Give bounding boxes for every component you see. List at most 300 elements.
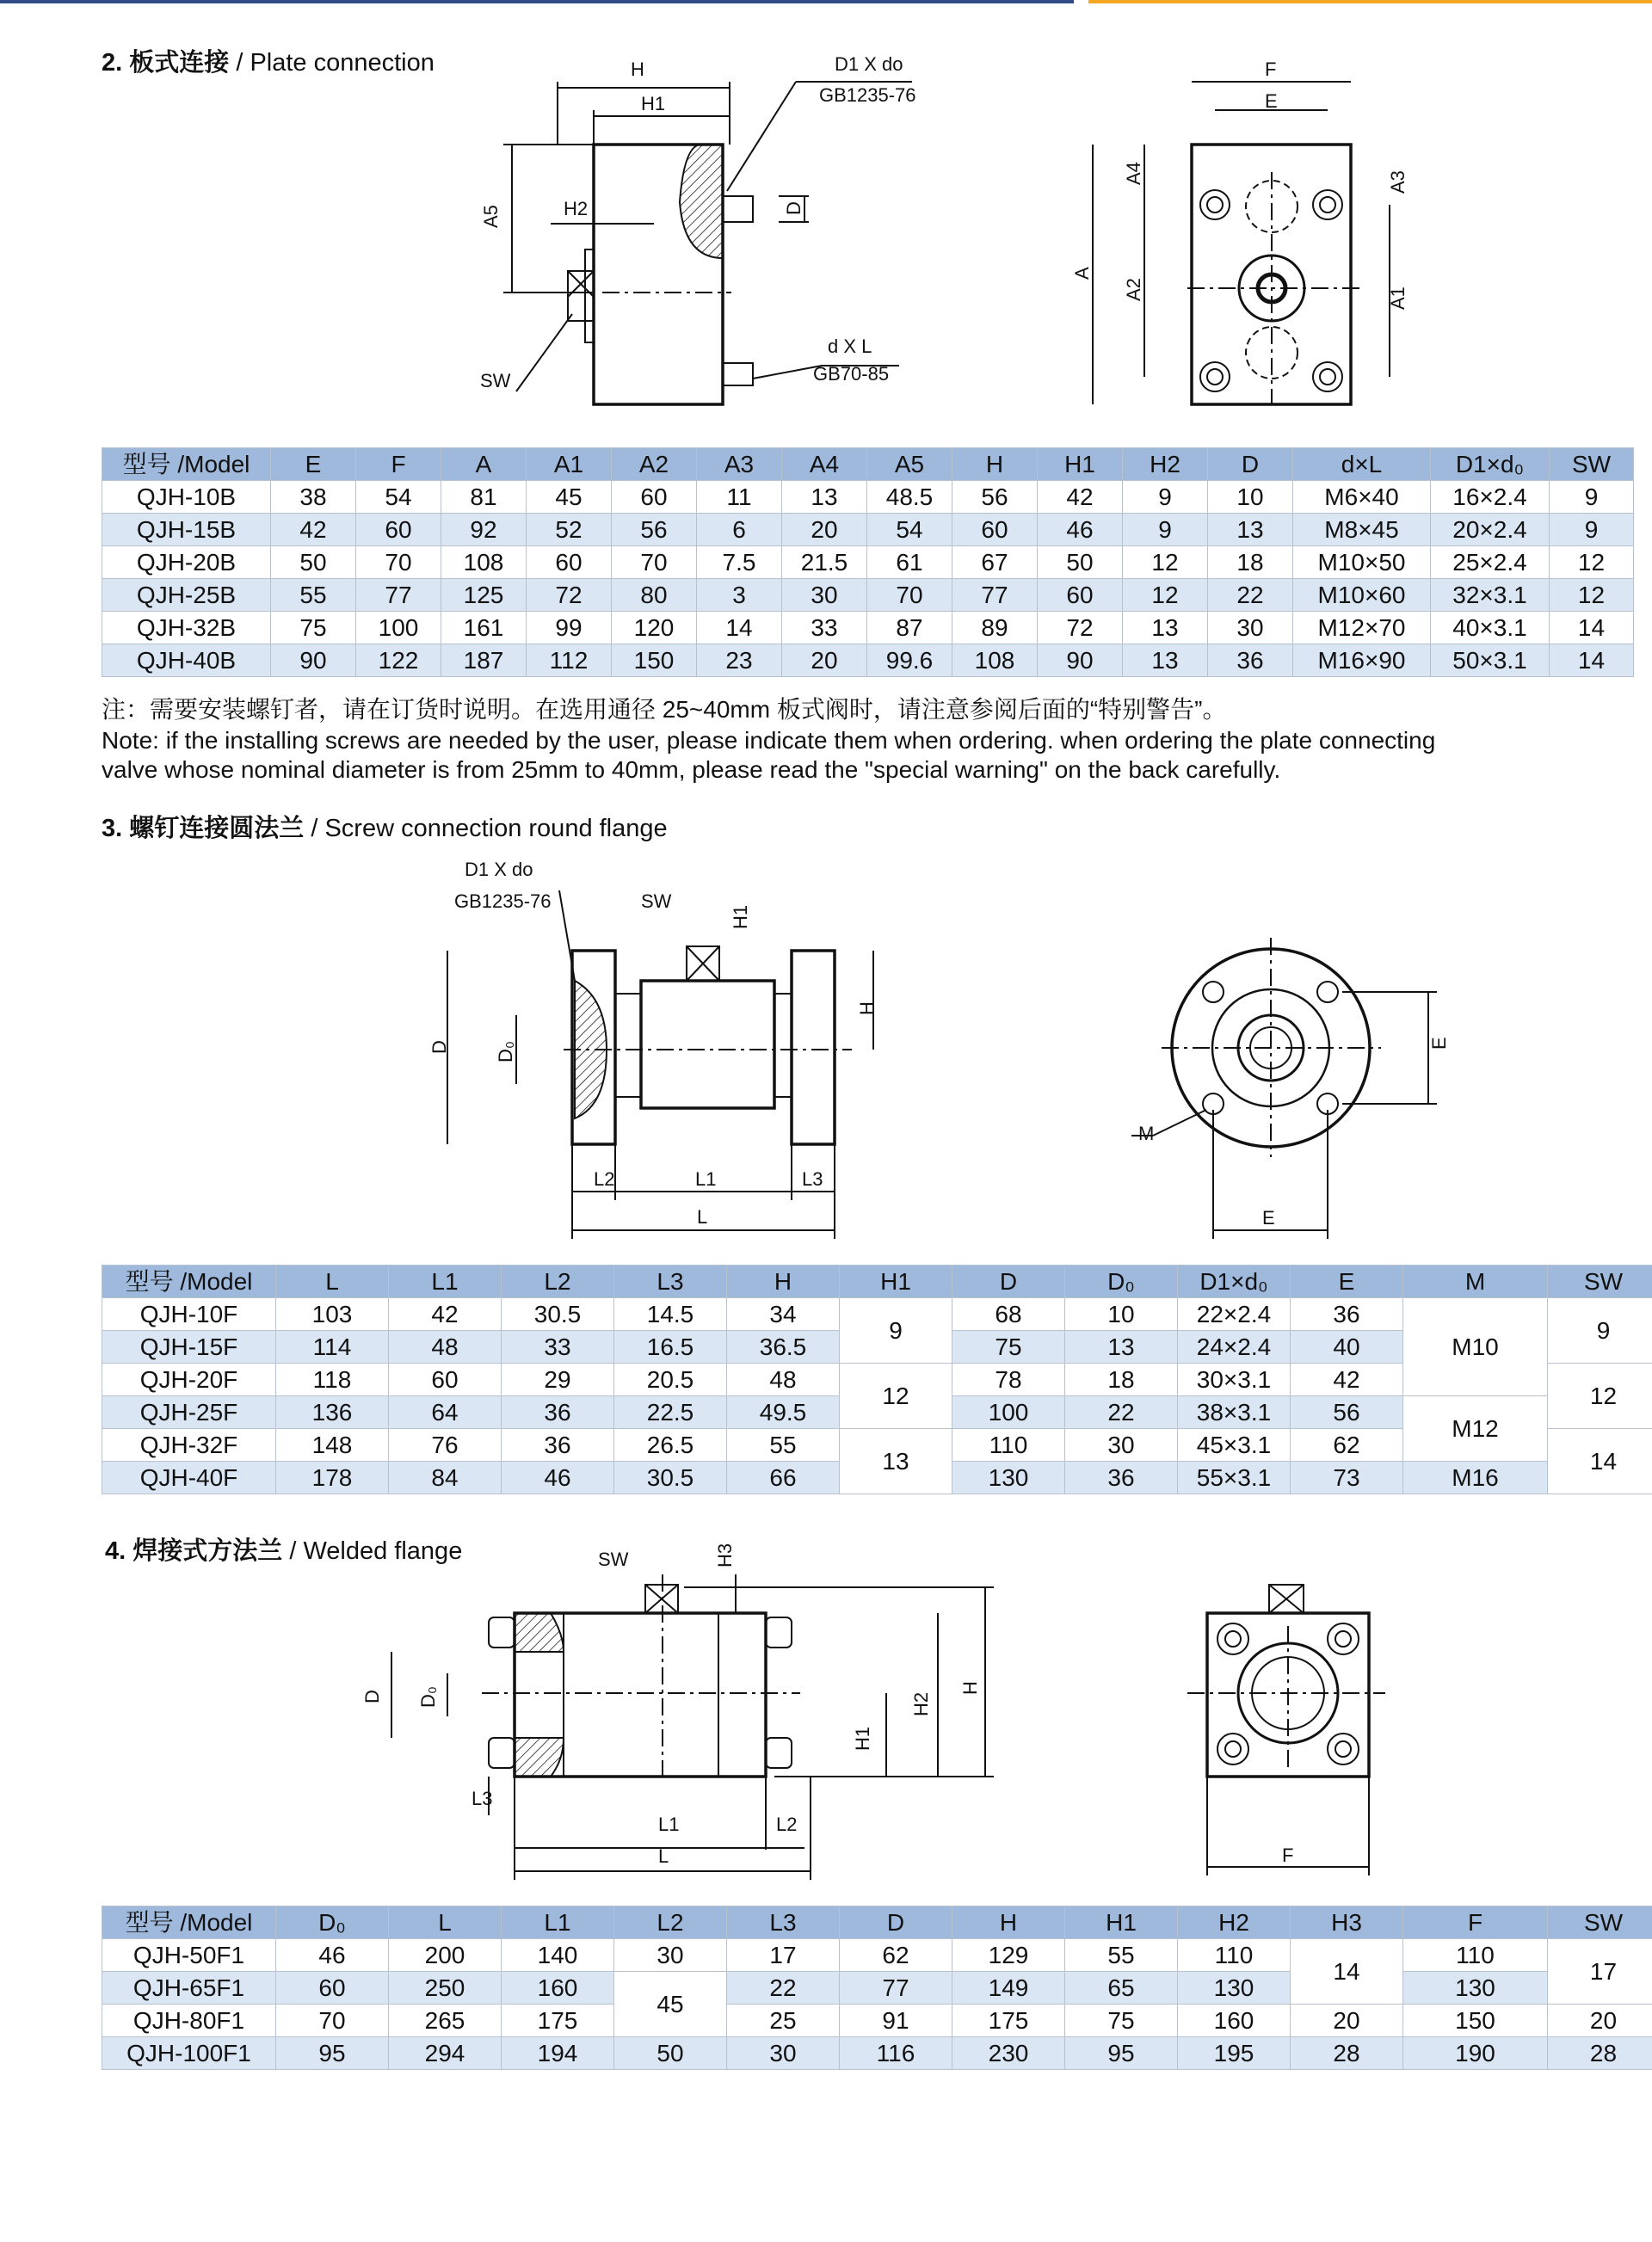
header-cell: H3 — [1291, 1906, 1403, 1939]
value-cell: 56 — [612, 514, 697, 546]
value-cell: 45×3.1 — [1178, 1429, 1291, 1462]
value-cell: 65 — [1065, 1972, 1178, 2005]
value-cell: 118 — [276, 1364, 389, 1396]
welded-flange-front-view — [361, 1543, 994, 1880]
header-cell: SW — [1548, 1266, 1652, 1298]
header-cell: D1×d₀ — [1178, 1266, 1291, 1298]
welded-flange-table — [102, 1906, 1652, 2070]
table-row — [102, 612, 1634, 644]
svg-text:GB1235-76: GB1235-76 — [454, 890, 552, 912]
value-cell: 175 — [952, 2005, 1065, 2037]
value-cell: 50×3.1 — [1431, 644, 1550, 677]
model-cell: QJH-20B — [102, 546, 271, 579]
header-cell: L1 — [502, 1906, 614, 1939]
value-cell: 30 — [727, 2037, 840, 2070]
value-cell: 122 — [356, 644, 441, 677]
value-cell: 60 — [389, 1364, 502, 1396]
svg-text:E: E — [1428, 1037, 1450, 1050]
value-cell: 46 — [276, 1939, 389, 1972]
header-cell: L3 — [727, 1906, 840, 1939]
value-cell: 73 — [1291, 1462, 1403, 1494]
value-cell: 108 — [441, 546, 527, 579]
value-cell: 17 — [727, 1939, 840, 1972]
value-cell: 99.6 — [867, 644, 952, 677]
value-cell: 195 — [1178, 2037, 1291, 2070]
model-cell: QJH-10B — [102, 481, 271, 514]
value-cell: 100 — [356, 612, 441, 644]
header-cell: D₀ — [1065, 1266, 1178, 1298]
value-cell: 12 — [1123, 579, 1208, 612]
header-cell: L1 — [389, 1266, 502, 1298]
model-cell: QJH-15B — [102, 514, 271, 546]
value-cell: 13 — [1123, 644, 1208, 677]
value-cell: 26.5 — [614, 1429, 727, 1462]
value-cell: 76 — [389, 1429, 502, 1462]
svg-text:SW: SW — [598, 1549, 629, 1570]
value-cell: 294 — [389, 2037, 502, 2070]
value-cell: 148 — [276, 1429, 389, 1462]
svg-text:D₀: D₀ — [495, 1040, 516, 1062]
value-cell: 72 — [1038, 612, 1123, 644]
header-cell: D — [840, 1906, 952, 1939]
value-cell: 14 — [1550, 612, 1634, 644]
value-cell: 89 — [952, 612, 1038, 644]
value-cell: 70 — [276, 2005, 389, 2037]
value-cell: 10 — [1208, 481, 1293, 514]
value-cell: 95 — [1065, 2037, 1178, 2070]
value-cell: 77 — [952, 579, 1038, 612]
value-cell: 48 — [389, 1331, 502, 1364]
value-cell: 149 — [952, 1972, 1065, 2005]
value-cell: 160 — [502, 1972, 614, 2005]
table-header-row — [102, 1266, 1652, 1298]
value-cell: 150 — [1403, 2005, 1548, 2037]
value-cell: 40×3.1 — [1431, 612, 1550, 644]
value-cell: 129 — [952, 1939, 1065, 1972]
value-cell: 36 — [1065, 1462, 1178, 1494]
header-cell: H — [952, 1906, 1065, 1939]
plate-front-view — [480, 53, 916, 404]
model-cell: QJH-32F — [102, 1429, 276, 1462]
value-cell: 100 — [952, 1396, 1065, 1429]
value-cell: 70 — [867, 579, 952, 612]
value-cell: 13 — [1208, 514, 1293, 546]
value-cell: 194 — [502, 2037, 614, 2070]
value-cell: 40 — [1291, 1331, 1403, 1364]
value-cell: 130 — [1178, 1972, 1291, 2005]
svg-text:E: E — [1265, 90, 1278, 112]
value-cell: 22 — [1065, 1396, 1178, 1429]
value-cell: 66 — [727, 1462, 840, 1494]
model-cell: QJH-65F1 — [102, 1972, 276, 2005]
value-cell: M10×60 — [1293, 579, 1431, 612]
value-cell: 30 — [1208, 612, 1293, 644]
value-cell: 12 — [840, 1364, 952, 1429]
svg-text:D: D — [361, 1690, 383, 1703]
value-cell: 24×2.4 — [1178, 1331, 1291, 1364]
value-cell: 110 — [1178, 1939, 1291, 1972]
header-cell: E — [1291, 1266, 1403, 1298]
value-cell: 200 — [389, 1939, 502, 1972]
value-cell: 55 — [1065, 1939, 1178, 1972]
value-cell: 112 — [527, 644, 612, 677]
svg-text:D1 X do: D1 X do — [465, 859, 533, 880]
value-cell: 16.5 — [614, 1331, 727, 1364]
value-cell: 21.5 — [782, 546, 867, 579]
header-cell: H — [952, 448, 1038, 481]
value-cell: 77 — [356, 579, 441, 612]
header-cell: d×L — [1293, 448, 1431, 481]
svg-text:H: H — [631, 59, 644, 80]
svg-text:H: H — [959, 1681, 981, 1695]
value-cell: 95 — [276, 2037, 389, 2070]
svg-text:L2: L2 — [776, 1814, 798, 1835]
svg-text:H1: H1 — [852, 1726, 873, 1751]
value-cell: 52 — [527, 514, 612, 546]
value-cell: 62 — [840, 1939, 952, 1972]
header-cell: 型号 /Model — [102, 1266, 276, 1298]
header-cell: L — [276, 1266, 389, 1298]
value-cell: 120 — [612, 612, 697, 644]
model-cell: QJH-15F — [102, 1331, 276, 1364]
header-cell: A4 — [782, 448, 867, 481]
value-cell: 14 — [1291, 1939, 1403, 2005]
svg-text:D1 X do: D1 X do — [835, 53, 903, 75]
value-cell: 22.5 — [614, 1396, 727, 1429]
header-cell: D — [1208, 448, 1293, 481]
model-cell: QJH-80F1 — [102, 2005, 276, 2037]
value-cell: 99 — [527, 612, 612, 644]
value-cell: 103 — [276, 1298, 389, 1331]
value-cell: 178 — [276, 1462, 389, 1494]
value-cell: 18 — [1065, 1364, 1178, 1396]
value-cell: 17 — [1548, 1939, 1652, 2005]
svg-text:D₀: D₀ — [417, 1685, 439, 1708]
value-cell: 30 — [1065, 1429, 1178, 1462]
header-cell: A1 — [527, 448, 612, 481]
value-cell: 6 — [697, 514, 782, 546]
value-cell: 161 — [441, 612, 527, 644]
value-cell: 36 — [1291, 1298, 1403, 1331]
value-cell: 187 — [441, 644, 527, 677]
value-cell: M16×90 — [1293, 644, 1431, 677]
value-cell: 38×3.1 — [1178, 1396, 1291, 1429]
value-cell: 25 — [727, 2005, 840, 2037]
value-cell: 190 — [1403, 2037, 1548, 2070]
value-cell: 13 — [1123, 612, 1208, 644]
value-cell: 12 — [1548, 1364, 1652, 1429]
svg-text:H1: H1 — [730, 904, 751, 929]
table-header-row — [102, 448, 1634, 481]
model-cell: QJH-25B — [102, 579, 271, 612]
value-cell: 50 — [1038, 546, 1123, 579]
value-cell: 67 — [952, 546, 1038, 579]
value-cell: 33 — [502, 1331, 614, 1364]
model-cell: QJH-50F1 — [102, 1939, 276, 1972]
table-row — [102, 2037, 1652, 2070]
value-cell: M6×40 — [1293, 481, 1431, 514]
note-cn: 注：需要安装螺钉者，请在订货时说明。在选用通径 25~40mm 板式阀时，请注意参阅后面的“特别警告”。 — [102, 696, 1227, 723]
svg-text:GB70-85: GB70-85 — [813, 363, 890, 385]
header-cell: D — [952, 1266, 1065, 1298]
value-cell: 55 — [727, 1429, 840, 1462]
value-cell: 116 — [840, 2037, 952, 2070]
header-cell: D₀ — [276, 1906, 389, 1939]
value-cell: 22 — [1208, 579, 1293, 612]
svg-text:H2: H2 — [910, 1691, 932, 1716]
value-cell: 140 — [502, 1939, 614, 1972]
svg-text:A5: A5 — [480, 205, 502, 228]
round-flange-side-view — [1131, 938, 1450, 1239]
value-cell: 70 — [612, 546, 697, 579]
header-cell: A2 — [612, 448, 697, 481]
svg-text:L3: L3 — [472, 1788, 493, 1809]
svg-text:F: F — [1265, 59, 1277, 80]
value-cell: 230 — [952, 2037, 1065, 2070]
svg-text:H3: H3 — [714, 1543, 736, 1568]
value-cell: 90 — [1038, 644, 1123, 677]
value-cell: 160 — [1178, 2005, 1291, 2037]
value-cell: 36 — [1208, 644, 1293, 677]
value-cell: 13 — [1065, 1331, 1178, 1364]
table-row — [102, 1298, 1652, 1331]
value-cell: 130 — [952, 1462, 1065, 1494]
value-cell: 45 — [614, 1972, 727, 2037]
value-cell: 87 — [867, 612, 952, 644]
svg-text:F: F — [1282, 1845, 1294, 1866]
value-cell: 12 — [1550, 546, 1634, 579]
value-cell: 12 — [1123, 546, 1208, 579]
value-cell: 54 — [867, 514, 952, 546]
value-cell: 64 — [389, 1396, 502, 1429]
value-cell: 30.5 — [614, 1462, 727, 1494]
header-cell: A3 — [697, 448, 782, 481]
svg-text:d X L: d X L — [828, 336, 872, 357]
value-cell: 28 — [1548, 2037, 1652, 2070]
value-cell: 9 — [1550, 481, 1634, 514]
header-cell: A — [441, 448, 527, 481]
welded-flange-side-view — [1187, 1585, 1385, 1876]
value-cell: 14.5 — [614, 1298, 727, 1331]
svg-text:D: D — [428, 1040, 450, 1054]
model-cell: QJH-40F — [102, 1462, 276, 1494]
table-row — [102, 2005, 1652, 2037]
value-cell: 78 — [952, 1364, 1065, 1396]
header-cell: H1 — [1065, 1906, 1178, 1939]
value-cell: 9 — [1548, 1298, 1652, 1364]
note-en-line1: Note: if the installing screws are needed by the user, please indicate them when ordering. when ordering the plate connecting — [102, 727, 1436, 754]
value-cell: 42 — [389, 1298, 502, 1331]
value-cell: M12 — [1403, 1396, 1548, 1462]
value-cell: 34 — [727, 1298, 840, 1331]
value-cell: 30.5 — [502, 1298, 614, 1331]
svg-text:L2: L2 — [594, 1168, 615, 1190]
value-cell: 28 — [1291, 2037, 1403, 2070]
svg-text:SW: SW — [480, 370, 511, 391]
value-cell: 14 — [1548, 1429, 1652, 1494]
value-cell: 42 — [271, 514, 356, 546]
value-cell: 55 — [271, 579, 356, 612]
value-cell: 92 — [441, 514, 527, 546]
table-row — [102, 1939, 1652, 1972]
value-cell: 84 — [389, 1462, 502, 1494]
model-cell: QJH-32B — [102, 612, 271, 644]
value-cell: 36 — [502, 1396, 614, 1429]
value-cell: 60 — [1038, 579, 1123, 612]
value-cell: 36.5 — [727, 1331, 840, 1364]
value-cell: 18 — [1208, 546, 1293, 579]
svg-text:H2: H2 — [564, 198, 589, 219]
value-cell: 48 — [727, 1364, 840, 1396]
svg-text:H: H — [856, 1001, 878, 1015]
header-cell: H2 — [1178, 1906, 1291, 1939]
value-cell: M10 — [1403, 1298, 1548, 1396]
value-cell: 175 — [502, 2005, 614, 2037]
table-row — [102, 481, 1634, 514]
model-cell: QJH-25F — [102, 1396, 276, 1429]
value-cell: 38 — [271, 481, 356, 514]
value-cell: 60 — [952, 514, 1038, 546]
header-cell: F — [356, 448, 441, 481]
value-cell: 20×2.4 — [1431, 514, 1550, 546]
value-cell: 136 — [276, 1396, 389, 1429]
svg-text:L1: L1 — [658, 1814, 680, 1835]
table-row — [102, 644, 1634, 677]
header-cell: 型号 /Model — [102, 1906, 276, 1939]
value-cell: 75 — [271, 612, 356, 644]
value-cell: M12×70 — [1293, 612, 1431, 644]
svg-text:SW: SW — [641, 890, 672, 912]
value-cell: 54 — [356, 481, 441, 514]
svg-text:M: M — [1138, 1123, 1155, 1144]
value-cell: 72 — [527, 579, 612, 612]
round-flange-front-view — [428, 859, 878, 1239]
value-cell: 7.5 — [697, 546, 782, 579]
header-cell: L — [389, 1906, 502, 1939]
header-cell: 型号 /Model — [102, 448, 271, 481]
value-cell: 62 — [1291, 1429, 1403, 1462]
header-cell: L3 — [614, 1266, 727, 1298]
value-cell: 50 — [271, 546, 356, 579]
value-cell: 48.5 — [867, 481, 952, 514]
value-cell: 3 — [697, 579, 782, 612]
value-cell: 50 — [614, 2037, 727, 2070]
value-cell: 46 — [1038, 514, 1123, 546]
section-title-plate: 2. 板式连接 / Plate connection — [102, 49, 435, 77]
value-cell: 80 — [612, 579, 697, 612]
header-cell: L2 — [614, 1906, 727, 1939]
value-cell: 20 — [1548, 2005, 1652, 2037]
value-cell: 13 — [782, 481, 867, 514]
header-cell: M — [1403, 1266, 1548, 1298]
value-cell: 56 — [952, 481, 1038, 514]
header-cell: E — [271, 448, 356, 481]
table-row — [102, 579, 1634, 612]
value-cell: 60 — [612, 481, 697, 514]
value-cell: 30 — [614, 1939, 727, 1972]
header-cell: SW — [1548, 1906, 1652, 1939]
header-cell: SW — [1550, 448, 1634, 481]
value-cell: 20 — [782, 644, 867, 677]
value-cell: 14 — [697, 612, 782, 644]
value-cell: 9 — [1550, 514, 1634, 546]
section-title-welded-flange: 4. 焊接式方法兰 / Welded flange — [105, 1537, 463, 1565]
value-cell: 75 — [952, 1331, 1065, 1364]
svg-text:L3: L3 — [802, 1168, 823, 1190]
value-cell: 10 — [1065, 1298, 1178, 1331]
model-cell: QJH-10F — [102, 1298, 276, 1331]
table-row — [102, 1972, 1652, 2005]
value-cell: 32×3.1 — [1431, 579, 1550, 612]
value-cell: 11 — [697, 481, 782, 514]
value-cell: 30 — [782, 579, 867, 612]
svg-text:H1: H1 — [641, 93, 666, 114]
value-cell: 61 — [867, 546, 952, 579]
section-title-round-flange: 3. 螺钉连接圆法兰 / Screw connection round flange — [102, 815, 668, 842]
svg-text:A3: A3 — [1387, 170, 1409, 194]
table-row — [102, 514, 1634, 546]
value-cell: 130 — [1403, 1972, 1548, 2005]
header-cell: L2 — [502, 1266, 614, 1298]
value-cell: 22×2.4 — [1178, 1298, 1291, 1331]
header-cell: H2 — [1123, 448, 1208, 481]
value-cell: 20.5 — [614, 1364, 727, 1396]
value-cell: M8×45 — [1293, 514, 1431, 546]
svg-text:A4: A4 — [1123, 162, 1144, 185]
model-cell: QJH-20F — [102, 1364, 276, 1396]
header-cell: H1 — [840, 1266, 952, 1298]
svg-text:L: L — [697, 1206, 708, 1228]
value-cell: 45 — [527, 481, 612, 514]
note-en-line2: valve whose nominal diameter is from 25mm to 40mm, please read the "special warning" on the back carefully. — [102, 756, 1281, 783]
value-cell: 250 — [389, 1972, 502, 2005]
value-cell: 60 — [356, 514, 441, 546]
header-cell: A5 — [867, 448, 952, 481]
table-row — [102, 546, 1634, 579]
value-cell: 114 — [276, 1331, 389, 1364]
value-cell: 125 — [441, 579, 527, 612]
value-cell: 12 — [1550, 579, 1634, 612]
model-cell: QJH-100F1 — [102, 2037, 276, 2070]
header-cell: D1×d₀ — [1431, 448, 1550, 481]
header-cell: H — [727, 1266, 840, 1298]
value-cell: 49.5 — [727, 1396, 840, 1429]
value-cell: 25×2.4 — [1431, 546, 1550, 579]
value-cell: 90 — [271, 644, 356, 677]
value-cell: 42 — [1291, 1364, 1403, 1396]
value-cell: 46 — [502, 1462, 614, 1494]
svg-text:A2: A2 — [1123, 278, 1144, 301]
value-cell: 56 — [1291, 1396, 1403, 1429]
value-cell: 70 — [356, 546, 441, 579]
value-cell: 110 — [952, 1429, 1065, 1462]
value-cell: 22 — [727, 1972, 840, 2005]
svg-text:L1: L1 — [695, 1168, 717, 1190]
value-cell: 14 — [1550, 644, 1634, 677]
header-cell: F — [1403, 1906, 1548, 1939]
value-cell: 33 — [782, 612, 867, 644]
value-cell: 91 — [840, 2005, 952, 2037]
header-cell: H1 — [1038, 448, 1123, 481]
value-cell: 110 — [1403, 1939, 1548, 1972]
value-cell: 150 — [612, 644, 697, 677]
round-flange-table — [102, 1265, 1652, 1494]
value-cell: 77 — [840, 1972, 952, 2005]
value-cell: 9 — [840, 1298, 952, 1364]
value-cell: 36 — [502, 1429, 614, 1462]
value-cell: 60 — [527, 546, 612, 579]
svg-text:A1: A1 — [1387, 286, 1409, 310]
